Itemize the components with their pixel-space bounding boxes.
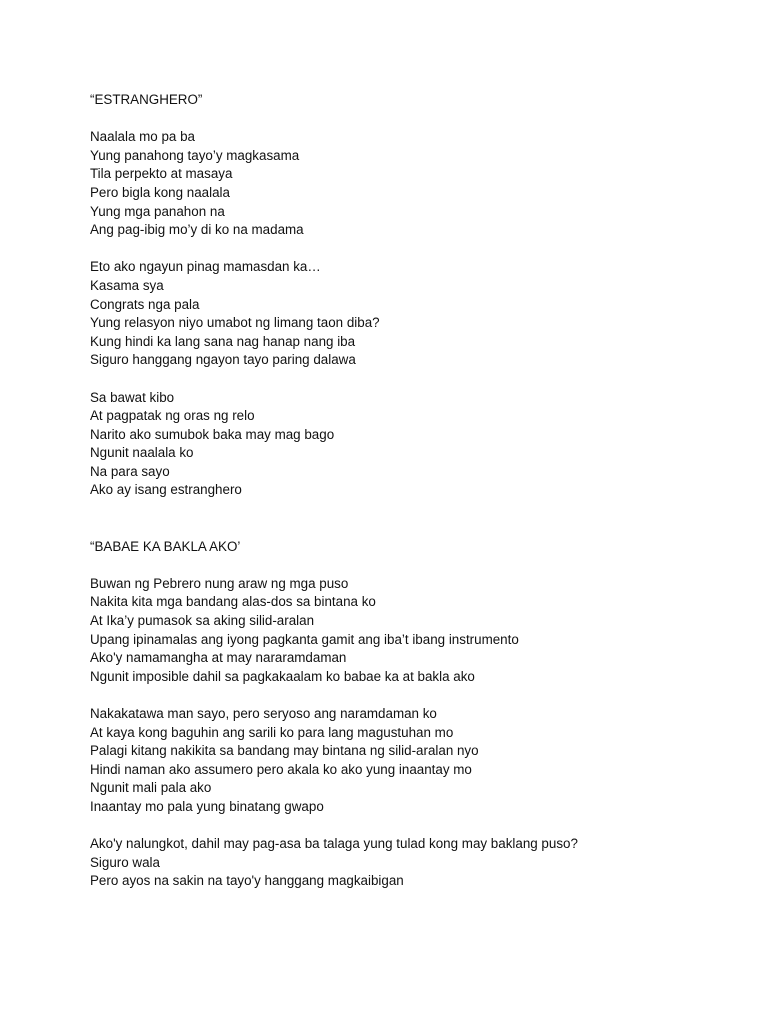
poem-line: Pero ayos na sakin na tayo'y hanggang magkaibigan bbox=[90, 873, 404, 889]
poem-line: Kasama sya bbox=[90, 277, 164, 293]
poem-babae-ka-bakla-ako bbox=[90, 538, 730, 891]
poem-line: Na para sayo bbox=[90, 463, 170, 479]
stanza bbox=[90, 128, 730, 240]
poem-line: Siguro wala bbox=[90, 854, 160, 870]
stanza bbox=[90, 705, 730, 817]
poem-line: Buwan ng Pebrero nung araw ng mga puso bbox=[90, 575, 349, 591]
poem-line: Naalala mo pa ba bbox=[90, 129, 195, 145]
title-spacer bbox=[90, 556, 730, 575]
poem-line: Yung relasyon niyo umabot ng limang taon diba? bbox=[90, 315, 380, 331]
poem-title: “BABAE KA BAKLA AKO’ bbox=[90, 538, 241, 554]
poem-line: Siguro hanggang ngayon tayo paring dalawa bbox=[90, 352, 356, 368]
poem-line: Nakita kita mga bandang alas-dos sa bintana ko bbox=[90, 594, 376, 610]
poem-line: Ako'y nalungkot, dahil may pag-asa ba talaga yung tulad kong may baklang puso? bbox=[90, 836, 578, 852]
poem-line: Yung mga panahon na bbox=[90, 203, 225, 219]
poem-line: Sa bawat kibo bbox=[90, 389, 175, 405]
poem-line: Hindi naman ako assumero pero akala ko ako yung inaantay mo bbox=[90, 761, 472, 777]
poem-line: Upang ipinamalas ang iyong pagkanta gamit ang iba’t ibang instrumento bbox=[90, 631, 519, 647]
poem-line: Pero bigla kong naalala bbox=[90, 184, 230, 200]
poem-estranghero bbox=[90, 91, 730, 500]
poem-line: Palagi kitang nakikita sa bandang may bintana ng silid-aralan nyo bbox=[90, 743, 479, 759]
stanza bbox=[90, 389, 730, 501]
poem-line: Nakakatawa man sayo, pero seryoso ang naramdaman ko bbox=[90, 706, 437, 721]
poem-line: Kung hindi ka lang sana nag hanap nang iba bbox=[90, 333, 356, 349]
poem-line: At pagpatak ng oras ng relo bbox=[90, 408, 255, 424]
stanza bbox=[90, 835, 730, 891]
poem-line: Congrats nga pala bbox=[90, 296, 200, 312]
poem-line: Inaantay mo pala yung binatang gwapo bbox=[90, 798, 324, 814]
poem-line: Eto ako ngayun pinag mamasdan ka… bbox=[90, 259, 321, 275]
poem-line: Yung panahong tayo’y magkasama bbox=[90, 147, 300, 163]
stanza bbox=[90, 258, 730, 370]
poem-line: Tila perpekto at masaya bbox=[90, 166, 233, 182]
poem-line: Ngunit naalala ko bbox=[90, 445, 194, 461]
poem-line: Ako'y namamangha at may nararamdaman bbox=[90, 650, 347, 666]
poem-line: At kaya kong baguhin ang sarili ko para lang magustuhan mo bbox=[90, 724, 454, 740]
poem-line: Narito ako sumubok baka may mag bago bbox=[90, 426, 335, 442]
stanza bbox=[90, 575, 730, 687]
poem-title: “ESTRANGHERO” bbox=[90, 92, 203, 107]
poem-line: At Ika’y pumasok sa aking silid-aralan bbox=[90, 613, 315, 629]
poem-line: Ngunit mali pala ako bbox=[90, 780, 212, 796]
poem-line: Ngunit imposible dahil sa pagkakaalam ko babae ka at bakla ako bbox=[90, 668, 475, 684]
document-page bbox=[90, 91, 730, 891]
poem-line: Ako ay isang estranghero bbox=[90, 482, 242, 498]
title-spacer bbox=[90, 110, 730, 129]
poem-line: Ang pag-ibig mo’y di ko na madama bbox=[90, 222, 304, 238]
